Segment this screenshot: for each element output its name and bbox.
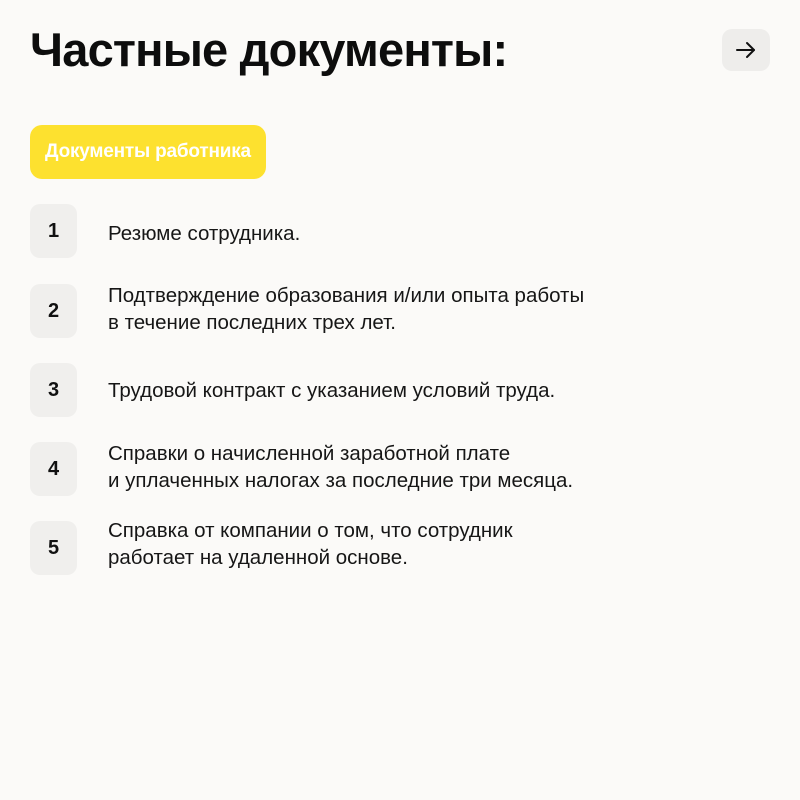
page-title: Частные документы:	[30, 23, 508, 76]
item-text-line: в течение последних трех лет.	[108, 311, 396, 334]
arrow-right-icon	[734, 38, 758, 62]
category-tag: Документы работника	[30, 125, 266, 179]
item-number: 4	[30, 442, 77, 496]
item-text-line: Справки о начисленной заработной плате	[108, 442, 511, 465]
item-text-line: Подтверждение образования и/или опыта работы	[108, 284, 585, 307]
item-text	[108, 440, 728, 494]
item-text	[108, 282, 728, 336]
item-text	[108, 517, 728, 571]
item-text-line: Трудовой контракт с указанием условий труда.	[108, 379, 556, 402]
item-text-line: работает на удаленной основе.	[108, 546, 408, 569]
item-text-line: Справка от компании о том, что сотрудник	[108, 519, 513, 542]
item-number: 2	[30, 284, 77, 338]
item-number: 5	[30, 521, 77, 575]
item-number: 1	[30, 204, 77, 258]
item-text-line: и уплаченных налогах за последние три месяца.	[108, 469, 574, 492]
item-text	[108, 220, 728, 247]
item-number: 3	[30, 363, 77, 417]
item-text-line: Резюме сотрудника.	[108, 222, 301, 245]
next-button[interactable]	[722, 29, 770, 71]
item-text	[108, 377, 728, 404]
